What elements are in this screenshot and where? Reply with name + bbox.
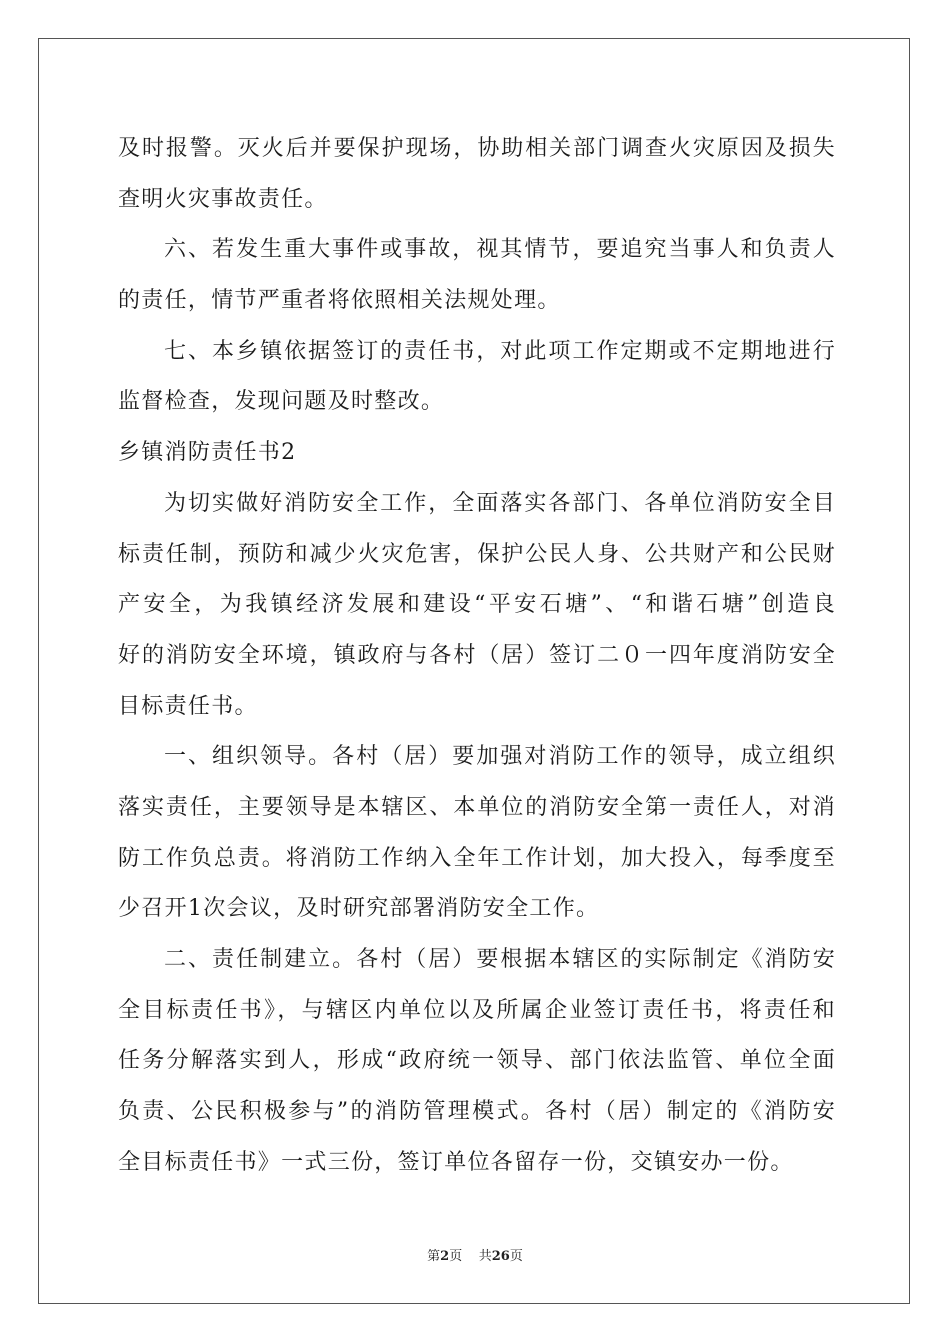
text-line: 全目标责任书》，与辖区内单位以及所属企业签订责任书，将责任和 <box>118 997 836 1023</box>
text-line: 标责任制，预防和减少火灾危害，保护公民人身、公共财产和公民财 <box>118 541 836 567</box>
text-line: 产安全，为我镇经济发展和建设“平安石塘”、“和谐石塘”创造良 <box>118 592 836 618</box>
text-line: 为切实做好消防安全工作，全面落实各部门、各单位消防安全目 <box>164 490 836 516</box>
text-line: 任务分解落实到人，形成“政府统一领导、部门依法监管、单位全面 <box>118 1048 836 1074</box>
text-line: 监督检查，发现问题及时整改。 <box>118 389 445 415</box>
document-body <box>118 124 836 1188</box>
text-line: 及时报警。灭火后并要保护现场，协助相关部门调查火灾原因及损失 <box>118 136 836 161</box>
total-suffix: 页 <box>509 1249 523 1264</box>
text-line: 乡镇消防责任书2 <box>118 440 297 466</box>
text-line: 落实责任，主要领导是本辖区、本单位的消防安全第一责任人，对消 <box>118 794 836 820</box>
text-line: 好的消防安全环境，镇政府与各村（居）签订二０一四年度消防安全 <box>118 642 836 668</box>
text-line: 全目标责任书》一式三份，签订单位各留存一份，交镇安办一份。 <box>118 1149 794 1175</box>
text-line: 查明火灾事故责任。 <box>118 186 328 212</box>
text-line: 的责任，情节严重者将依照相关法规处理。 <box>118 288 561 314</box>
page-prefix: 第 <box>427 1249 441 1264</box>
text-line: 目标责任书。 <box>118 693 258 719</box>
text-line: 七、本乡镇依据签订的责任书，对此项工作定期或不定期地进行 <box>164 338 836 364</box>
total-prefix: 共 <box>478 1249 492 1264</box>
text-line: 负责、公民积极参与”的消防管理模式。各村（居）制定的《消防安 <box>118 1099 836 1125</box>
text-line: 一、组织领导。各村（居）要加强对消防工作的领导，成立组织 <box>164 744 836 770</box>
total-pages: 26 <box>491 1249 510 1264</box>
page-footer <box>0 1245 950 1264</box>
text-line: 防工作负总责。将消防工作纳入全年工作计划，加大投入，每季度至 <box>118 845 836 871</box>
page-suffix: 页 <box>449 1249 463 1264</box>
text-line: 六、若发生重大事件或事故，视其情节，要追究当事人和负责人 <box>164 237 836 263</box>
text-line: 少召开1次会议，及时研究部署消防安全工作。 <box>118 896 600 922</box>
page-number: 2 <box>440 1249 450 1264</box>
text-line: 二、责任制建立。各村（居）要根据本辖区的实际制定《消防安 <box>164 947 836 972</box>
